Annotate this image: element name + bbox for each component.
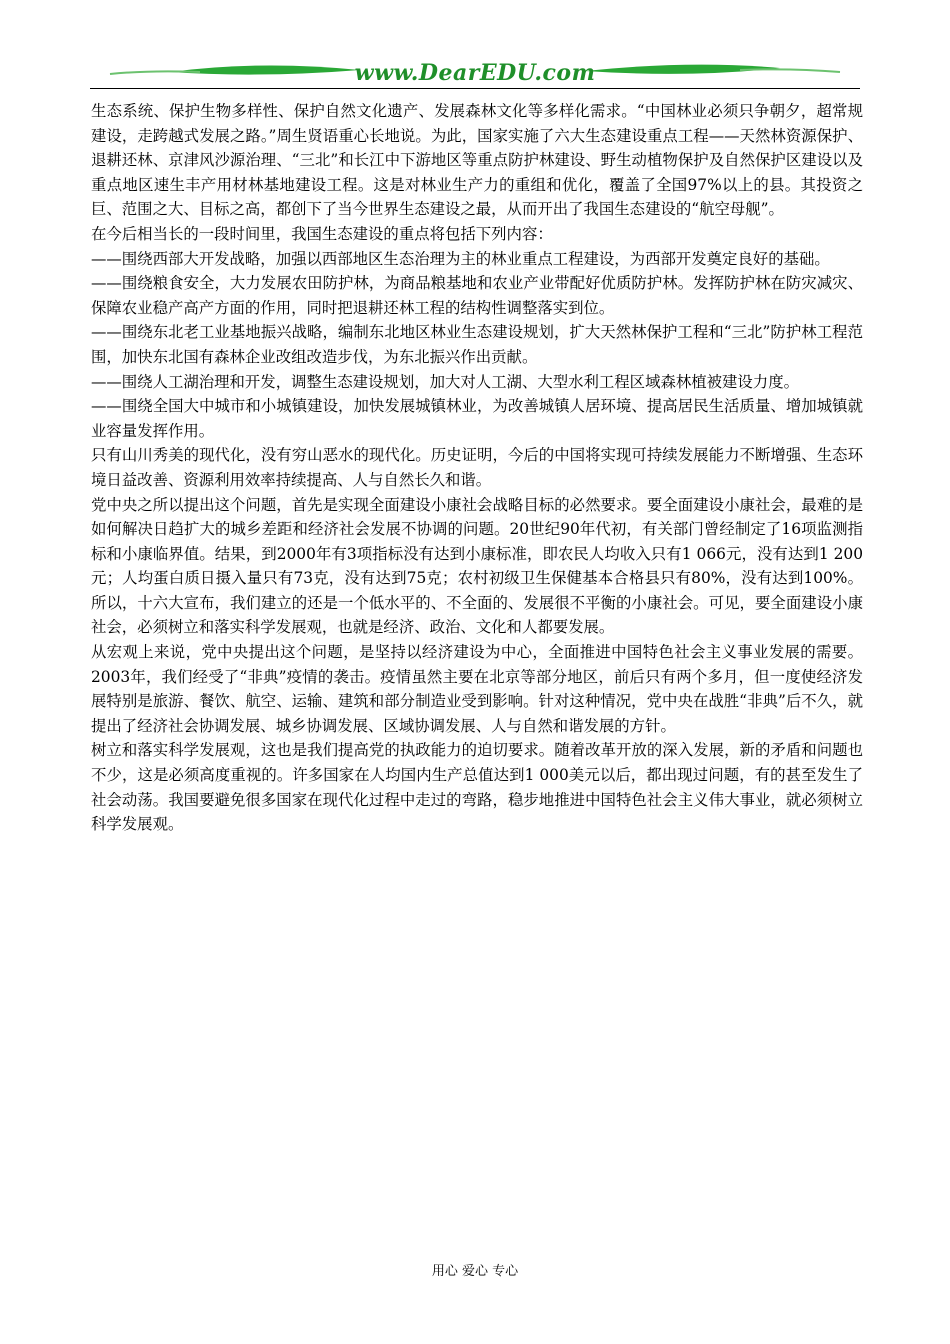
paragraph: ——围绕粮食安全，大力发展农田防护林，为商品粮基地和农业产业带配好优质防护林。发挥防护林在防灾减灾、保障农业稳产高产方面的作用，同时把退耕还林工程的结构性调整落实到位。 <box>91 274 863 317</box>
paragraph: 从宏观上来说，党中央提出这个问题，是坚持以经济建设为中心，全面推进中国特色社会主义事业发展的需要。2003年，我们经受了“非典”疫情的袭击。疫情虽然主要在北京等部分地区，前后只有两个多月，但一度使经济发展特别是旅游、餐饮、航空、运输、建筑和部分制造业受到影响。针对这种情况，党中央在战胜“非典”后不久，就提出了经济社会协调发展、城乡协调发展、区域协调发展、人与自然和谐发展的方针。 <box>91 643 863 735</box>
page-header <box>90 58 860 92</box>
paragraph: 树立和落实科学发展观，这也是我们提高党的执政能力的迫切要求。随着改革开放的深入发展，新的矛盾和问题也不少，这是必须高度重视的。许多国家在人均国内生产总值达到1 000美元以后，都出现过问题，有的甚至发生了社会动荡。我国要避免很多国家在现代化过程中走过的弯路，稳步地推进中国特色社会主义伟大事业，就必须树立科学发展观。 <box>91 741 863 834</box>
paragraph: 党中央之所以提出这个问题，首先是实现全面建设小康社会战略目标的必然要求。要全面建设小康社会，最难的是如何解决日趋扩大的城乡差距和经济社会发展不协调的问题。20世纪90年代初，有关部门曾经制定了16项监测指标和小康临界值。结果，到2000年有3项指标没有达到小康标准，即农民人均收入只有1 066元，没有达到1 200元；人均蛋白质日摄入量只有73克，没有达到75克；农村初级卫生保健基本合格县只有80%，没有达到100%。所以，十六大宣布，我们建立的还是一个低水平的、不全面的、发展很不平衡的小康社会。可见，要全面建设小康社会，必须树立和落实科学发展观，也就是经济、政治、文化和人都要发展。 <box>91 495 863 637</box>
paragraph: 生态系统、保护生物多样性、保护自然文化遗产、发展森林文化等多样化需求。“中国林业必须只争朝夕，超常规建设，走跨越式发展之路。”周生贤语重心长地说。为此，国家实施了六大生态建设重点工程——天然林资源保护、退耕还林、京津风沙源治理、“三北”和长江中下游地区等重点防护林建设、野生动植物保护及自然保护区建设以及重点地区速生丰产用材林基地建设工程。这是对林业生产力的重组和优化，覆盖了全国97%以上的县。其投资之巨、范围之大、目标之高，都创下了当今世界生态建设之最，从而开出了我国生态建设的“航空母舰”。 <box>91 102 863 219</box>
page-footer: 用心 爱心 专心 <box>431 1264 519 1279</box>
header-rule <box>90 88 860 89</box>
header-site-logo: www.DearEDU.com <box>354 60 596 86</box>
paragraph: ——围绕东北老工业基地振兴战略，编制东北地区林业生态建设规划，扩大天然林保护工程和“三北”防护林工程范围，加快东北国有森林企业改组改造步伐，为东北振兴作出贡献。 <box>91 323 863 366</box>
document-body <box>91 99 863 837</box>
paragraph: ——围绕全国大中城市和小城镇建设，加快发展城镇林业，为改善城镇人居环境、提高居民生活质量、增加城镇就业容量发挥作用。 <box>91 397 863 440</box>
paragraph: ——围绕西部大开发战略，加强以西部地区生态治理为主的林业重点工程建设，为西部开发奠定良好的基础。 <box>91 249 830 268</box>
paragraph: 只有山川秀美的现代化，没有穷山恶水的现代化。历史证明，今后的中国将实现可持续发展能力不断增强、生态环境日益改善、资源利用效率持续提高、人与自然长久和谐。 <box>91 446 863 489</box>
paragraph: ——围绕人工湖治理和开发，调整生态建设规划，加大对人工湖、大型水利工程区域森林植被建设力度。 <box>91 372 799 391</box>
paragraph: 在今后相当长的一段时间里，我国生态建设的重点将包括下列内容： <box>91 224 553 243</box>
